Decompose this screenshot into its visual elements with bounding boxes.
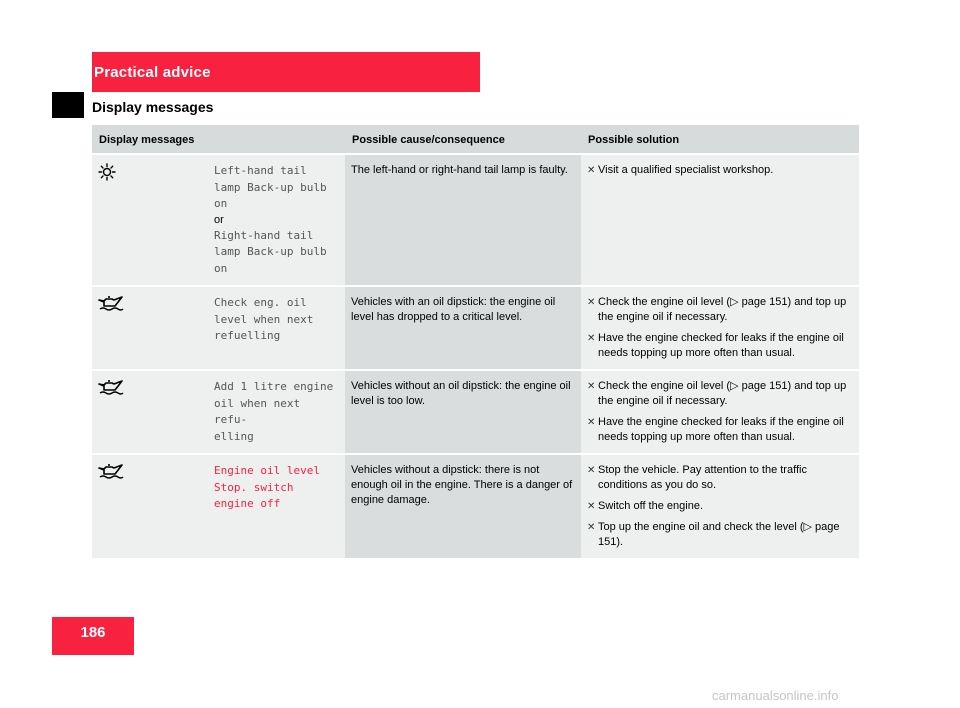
- display-text-line: Engine oil level: [214, 464, 320, 477]
- display-text-line: on: [214, 261, 228, 275]
- display-text-line: Stop. switch: [214, 480, 294, 494]
- cause-cell: [345, 454, 581, 559]
- solution-cell: [581, 454, 859, 559]
- solution-item: [587, 331, 853, 361]
- section-title: Practical advice: [94, 64, 211, 81]
- solution-item: [587, 499, 853, 514]
- display-message-cell: [208, 154, 345, 286]
- solution-text: Visit a qualified specialist workshop.: [598, 164, 774, 176]
- display-message-cell: [208, 370, 345, 454]
- display-message-cell: [208, 454, 345, 559]
- display-text-line: Left-hand tail: [214, 164, 307, 177]
- display-text-line: oil when next refu-: [214, 396, 301, 426]
- display-text-line: level when next: [214, 312, 314, 326]
- icon-cell: [92, 454, 208, 559]
- bullet-x-icon: ✕: [587, 381, 596, 392]
- cause-cell: [345, 154, 581, 286]
- solution-cell: [581, 286, 859, 370]
- cause-text: Vehicles without a dipstick: there is not enough oil in the engine. There is a danger of engine damage.: [351, 464, 573, 506]
- bullet-x-icon: ✕: [587, 522, 596, 533]
- solution-cell: [581, 154, 859, 286]
- solution-text: Check the engine oil level (▷ page 151) and top up the engine oil if necessary.: [598, 296, 847, 323]
- solution-text: Top up the engine oil and check the level (▷ page 151).: [598, 521, 840, 548]
- cause-cell: [345, 286, 581, 370]
- cause-text: The left-hand or right-hand tail lamp is faulty.: [351, 164, 568, 176]
- oil-can-icon: [98, 379, 202, 395]
- solution-item: [587, 520, 853, 550]
- bullet-x-icon: ✕: [587, 297, 596, 308]
- solution-text: Stop the vehicle. Pay attention to the traffic conditions as you do so.: [598, 464, 807, 491]
- display-message-cell: [208, 286, 345, 370]
- cause-text: Vehicles with an oil dipstick: the engine oil level has dropped to a critical level.: [351, 296, 556, 323]
- display-text-line: lamp Back-up bulb: [214, 180, 327, 194]
- solution-item: [587, 463, 853, 493]
- page-number: 186: [80, 624, 106, 641]
- watermark-text: carmanualsonline.info: [712, 688, 839, 703]
- solution-text: Have the engine checked for leaks if the engine oil needs topping up more often than usual.: [598, 416, 844, 443]
- page-number-box: [52, 617, 134, 655]
- solution-item: [587, 163, 853, 178]
- bullet-x-icon: ✕: [587, 165, 596, 176]
- bullet-x-icon: ✕: [587, 465, 596, 476]
- column-header-display: Display messages: [92, 125, 345, 154]
- column-header-cause: Possible cause/consequence: [345, 125, 581, 154]
- cause-text: Vehicles without an oil dipstick: the engine oil level is too low.: [351, 380, 571, 407]
- display-text-line: lamp Back-up bulb: [214, 245, 327, 258]
- table-row: [92, 370, 859, 454]
- icon-cell: [92, 370, 208, 454]
- bullet-x-icon: ✕: [587, 501, 596, 512]
- section-tab-marker: [52, 92, 84, 118]
- icon-cell: [92, 286, 208, 370]
- oil-can-icon: [98, 463, 202, 479]
- table-row: [92, 154, 859, 286]
- display-text-line: refuelling: [214, 329, 281, 342]
- column-header-solution: Possible solution: [581, 125, 859, 154]
- icon-cell: [92, 154, 208, 286]
- cause-cell: [345, 370, 581, 454]
- display-messages-table: [92, 125, 859, 560]
- solution-item: [587, 379, 853, 409]
- display-text-line: elling: [214, 429, 254, 443]
- solution-item: [587, 295, 853, 325]
- table-row: [92, 454, 859, 559]
- display-text-line: on: [214, 197, 228, 210]
- page-subtitle: Display messages: [92, 99, 214, 115]
- table-header-row: [92, 125, 859, 154]
- display-text-line: Right-hand tail: [214, 228, 314, 242]
- display-text-line: Check eng. oil: [214, 296, 307, 309]
- table-row: [92, 286, 859, 370]
- bullet-x-icon: ✕: [587, 333, 596, 344]
- display-text-line: engine off: [214, 497, 281, 510]
- solution-text: Have the engine checked for leaks if the engine oil needs topping up more often than usual.: [598, 332, 844, 359]
- oil-can-icon: [98, 295, 202, 311]
- solution-cell: [581, 370, 859, 454]
- solution-item: [587, 415, 853, 445]
- solution-text: Check the engine oil level (▷ page 151) and top up the engine oil if necessary.: [598, 380, 847, 407]
- solution-text: Switch off the engine.: [598, 500, 703, 512]
- lamp-icon: [98, 163, 202, 181]
- display-text-line: Add 1 litre engine: [214, 380, 334, 393]
- or-label: or: [214, 213, 224, 226]
- bullet-x-icon: ✕: [587, 417, 596, 428]
